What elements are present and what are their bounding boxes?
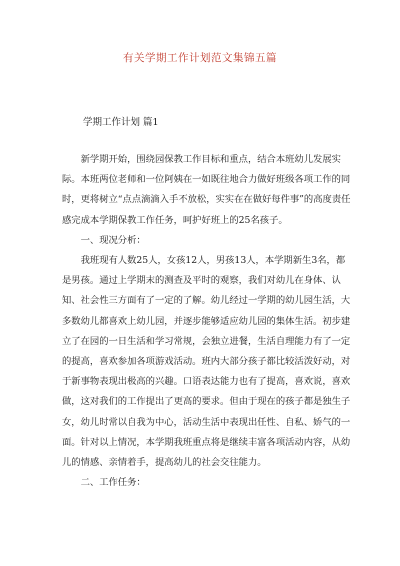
document-title: 有关学期工作计划范文集锦五篇 [123,52,277,64]
paragraph-intro: 新学期开始，围绕园保教工作目标和重点，结合本班幼儿发展实际。本班两位老师和一位阿姨在一如既往地合力做好班级各项工作的同时，更将树立“点点滴滴入手不放松，实实在在做好每件事”的高度责任感完成本学期保教工作任务，呵护好班上的25名孩子。 [62,154,351,226]
heading-work-tasks: 二、工作任务： [80,477,146,489]
document-body [62,150,352,493]
paragraph-analysis: 我班现有人数25人，女孩12人，男孩13人，本学期新生3名，都是男孩。通过上学期末的测查及平时的观察，我们对幼儿在身体、认知、社会性三方面有了一定的了解。幼儿经过一学期的幼儿园生活，大多数幼儿都喜欢上幼儿园，并逐步能够适应幼儿园的集体生活。初步建立了在园的一日生活和学习常规，会独立进餐，生活自理能力有了一定的提高，喜欢参加各项游戏活动。班内大部分孩子都比较活泼好动，对于新事物表现出极高的兴趣。口语表达能力也有了提高，喜欢说，喜欢做，这对我们的工作提出了更高的要求。但由于现在的孩子都是独生子女，幼儿时常以自我为中心，活动生活中表现出任性、自私、娇气的一面。针对以上情况，本学期我班重点将是继续丰富各项活动内容，从幼儿的情感、亲情着手，提高幼儿的社会交往能力。 [62,255,351,469]
heading-status-analysis: 一、现况分析： [80,234,146,246]
section-subtitle: 学期工作计划 篇1 [83,117,159,128]
